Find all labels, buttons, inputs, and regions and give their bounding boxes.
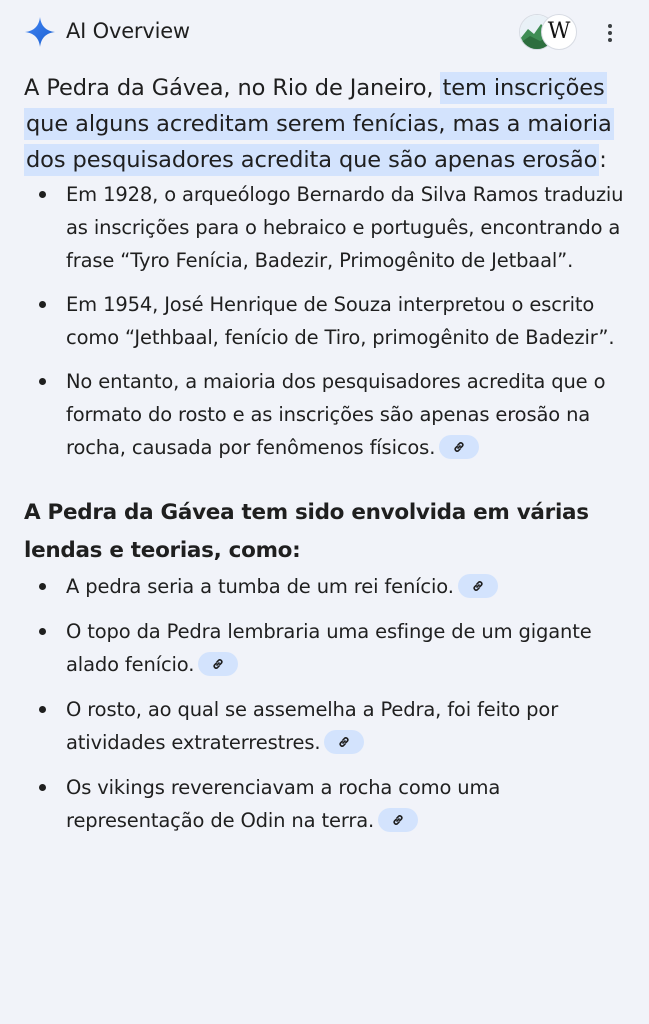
lead-colon: : [599, 147, 607, 173]
source-link-button[interactable] [458, 574, 498, 598]
list-item [24, 288, 629, 354]
legends-list [24, 570, 629, 837]
list-item-text: Em 1928, o arqueólogo Bernardo da Silva Ramos traduziu as inscrições para o hebraico e português, encontrando a frase “Tyro Fenícia, Badezir, Primogênito de Jetbaal”. [66, 183, 624, 272]
link-icon [391, 813, 405, 827]
more-vert-icon [608, 24, 612, 28]
section-heading: A Pedra da Gávea tem sido envolvida em várias lendas e teorias, como: [24, 500, 589, 563]
list-item-text: O topo da Pedra lembraria uma esfinge de um gigante alado fenício. [66, 620, 592, 676]
sparkle-icon [24, 16, 56, 48]
list-item [24, 615, 629, 681]
source-link-button[interactable] [378, 808, 418, 832]
list-item-text: O rosto, ao qual se assemelha a Pedra, foi feito por atividades extraterrestres. [66, 698, 559, 754]
list-item [24, 693, 629, 759]
list-item [24, 365, 629, 464]
source-link-button[interactable] [324, 730, 364, 754]
list-item [24, 570, 629, 603]
highlighted-answer[interactable]: tem inscrições que alguns acreditam serem fenícias, mas a maioria dos pesquisadores acredita que são apenas erosão [24, 72, 614, 176]
more-options-button[interactable] [594, 16, 626, 48]
lead-text: A Pedra da Gávea, no Rio de Janeiro, [24, 75, 441, 101]
link-icon [452, 440, 466, 454]
ai-overview-header [0, 0, 649, 64]
list-item [24, 771, 629, 837]
source-link-button[interactable] [439, 435, 479, 459]
lead-paragraph [24, 70, 629, 178]
source-avatars[interactable] [519, 14, 577, 50]
wikipedia-icon[interactable]: W [541, 14, 577, 50]
link-icon [337, 735, 351, 749]
list-item-text: No entanto, a maioria dos pesquisadores acredita que o formato do rosto e as inscrições são apenas erosão na rocha, causada por fenômenos físicos. [66, 370, 606, 459]
list-item [24, 178, 629, 277]
source-link-button[interactable] [198, 652, 238, 676]
header-title: AI Overview [66, 19, 190, 43]
list-item-text: Os vikings reverenciavam a rocha como uma representação de Odin na terra. [66, 776, 501, 832]
link-icon [471, 579, 485, 593]
link-icon [211, 657, 225, 671]
list-item-text: Em 1954, José Henrique de Souza interpretou o escrito como “Jethbaal, fenício de Tiro, primogênito de Badezir”. [66, 293, 615, 349]
list-item-text: A pedra seria a tumba de um rei fenício. [66, 575, 454, 598]
overview-content [24, 70, 629, 849]
history-list [24, 178, 629, 464]
